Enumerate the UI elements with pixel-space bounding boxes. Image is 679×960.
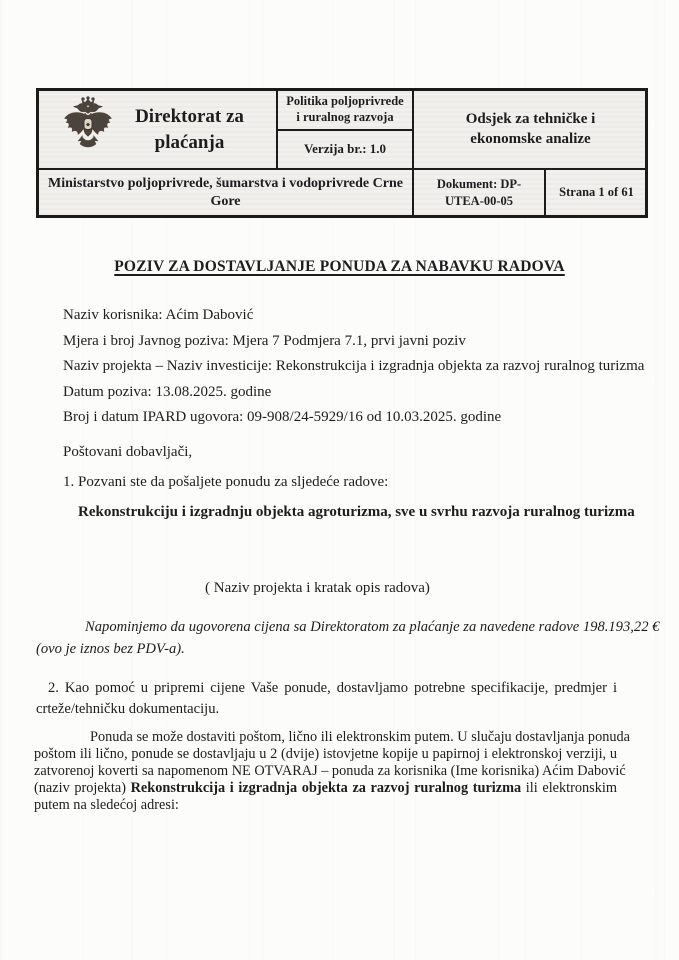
salutation: Poštovani dobavljači, [63,444,193,460]
item-2-line1: 2. Kao pomoć u pripremi cijene Vaše ponude, dostavljamo potrebne specifikacije, predmjer i [48,680,617,696]
document-code-label: Dokument: DP-UTEA-00-05 [436,177,522,208]
directorate-title: Direktorat za plaćanja [135,105,244,153]
beneficiary-name-line: Naziv korisnika: Aćim Dabović [63,307,254,323]
document-title-text: POZIV ZA DOSTAVLJANJE PONUDA ZA NABAVKU RADOVA [114,258,565,275]
ministry-cell [39,170,414,215]
item-2-text [36,678,617,720]
delivery-line3: zatvorenoj koverti sa napomenom NE OTVARAJ – ponuda za korisnika (Ime korisnika) Aćim Dabović [34,762,626,779]
document-title [0,258,679,276]
policy-label: Politika poljoprivrede i ruralnog razvoja [278,91,412,131]
page-number-cell [546,170,647,215]
delivery-line2: poštom ili lično, ponude se dostavljaju u 2 (dvije) istovjetne kopije u papirnoj i elektronskoj verziji, u [34,745,617,762]
call-details [63,303,645,431]
contract-price-note-line2: (ovo je iznos bez PDV-a). [36,641,185,657]
project-name-line: Naziv projekta – Naziv investicije: Rekonstrukcija i izgradnja objekta za razvoj ruralnog turizma [63,358,645,375]
item-1-text: 1. Pozvani ste da pošaljete ponudu za sljedeće radove: [63,474,389,490]
header-table [36,88,648,218]
directorate-cell [39,91,278,170]
version-label: Verzija br.: 1.0 [303,141,387,157]
montenegro-coat-of-arms-icon [61,96,115,163]
delivery-line4 [34,780,617,797]
delivery-line4-post: ili elektronskim [521,779,617,796]
delivery-instructions [34,729,631,814]
works-title: Rekonstrukciju i izgradnju objekta agroturizma, sve u svrhu razvoja ruralnog turizma [78,504,635,520]
policy-version-cell [278,91,414,170]
contract-price-note-line1: Napominjemo da ugovorena cijena sa Direktoratom za plaćanje za navedene radove 198.193,22 € [85,619,660,635]
contract-price-note [36,616,660,660]
contract-number-line: Broj i datum IPARD ugovora: 09-908/24-5929/16 od 10.03.2025. godine [63,409,502,426]
department-cell [414,91,647,170]
department-label: Odsjek za tehničke i ekonomske analize [465,111,596,147]
item-2-line2: crteže/tehničku dokumentaciju. [36,701,220,717]
project-caption: ( Naziv projekta i kratak opis radova) [205,580,430,596]
document-code-cell [414,170,546,215]
delivery-line4-bold-project: Rekonstrukcija i izgradnja objekta za razvoj ruralnog turizma [130,779,522,796]
delivery-line1: Ponuda se može dostaviti poštom, lično ili elektronskim putem. U slučaju dostavljanja ponuda [90,729,631,745]
measure-line: Mjera i broj Javnog poziva: Mjera 7 Podmjera 7.1, prvi javni poziv [63,332,466,349]
call-date-line: Datum poziva: 13.08.2025. godine [63,383,272,400]
ministry-label: Ministarstvo poljoprivrede, šumarstva i vodoprivrede Crne Gore [48,176,403,209]
delivery-line5: putem na sledećoj adresi: [34,796,179,813]
page-number-label: Strana 1 of 61 [559,185,634,199]
delivery-line4-pre: (naziv projekta) [34,779,131,796]
